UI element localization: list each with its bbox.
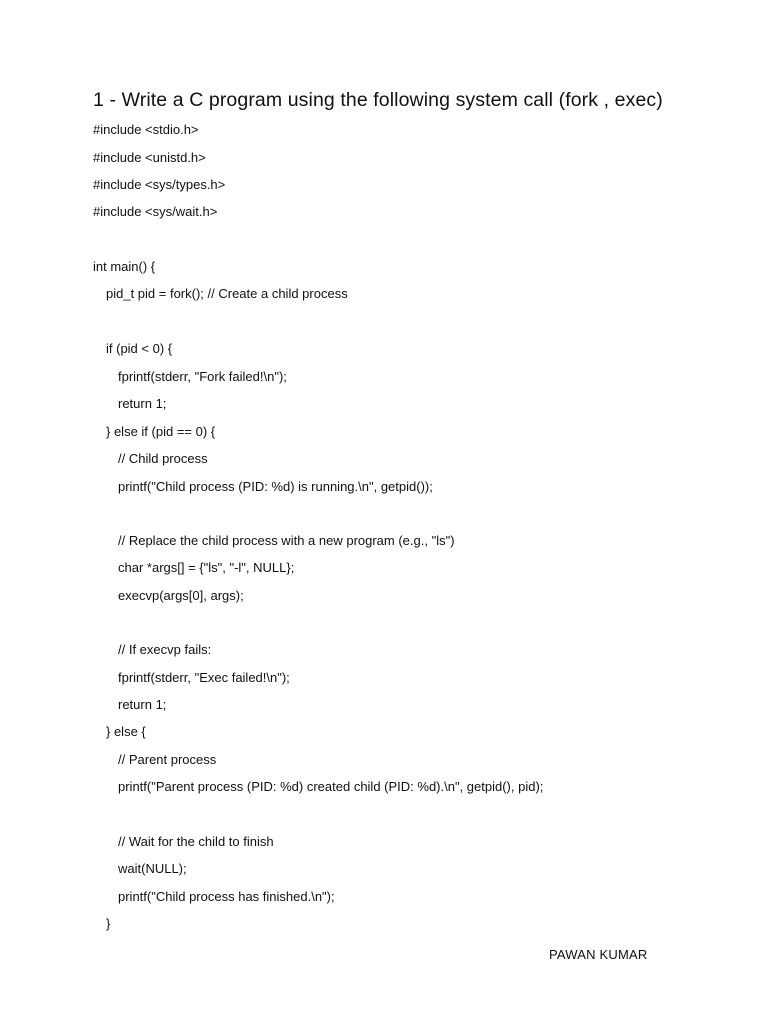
code-line: char *args[] = {"ls", "-l", NULL}; bbox=[118, 560, 295, 575]
code-line: // Parent process bbox=[118, 752, 217, 767]
page-title: 1 - Write a C program using the following system call (fork , exec) bbox=[93, 89, 663, 111]
code-line: // If execvp fails: bbox=[118, 642, 212, 657]
code-line: fprintf(stderr, "Exec failed!\n"); bbox=[118, 670, 290, 685]
code-line: #include <sys/wait.h> bbox=[93, 204, 218, 219]
code-line: } bbox=[106, 916, 111, 931]
code-line: return 1; bbox=[118, 396, 167, 411]
code-line: int main() { bbox=[93, 259, 156, 274]
code-line: #include <sys/types.h> bbox=[93, 177, 226, 192]
code-line: fprintf(stderr, "Fork failed!\n"); bbox=[118, 369, 287, 384]
code-line: pid_t pid = fork(); // Create a child process bbox=[106, 286, 348, 301]
code-line: wait(NULL); bbox=[118, 861, 187, 876]
code-line: if (pid < 0) { bbox=[106, 341, 173, 356]
code-line: printf("Child process has finished.\n"); bbox=[118, 889, 335, 904]
code-line: execvp(args[0], args); bbox=[118, 588, 244, 603]
author-name: PAWAN KUMAR bbox=[549, 947, 648, 962]
code-line: } else { bbox=[106, 724, 146, 739]
code-line: // Replace the child process with a new program (e.g., "ls") bbox=[118, 533, 455, 548]
code-line: } else if (pid == 0) { bbox=[106, 424, 216, 439]
code-line: // Child process bbox=[118, 451, 208, 466]
code-line: printf("Child process (PID: %d) is running.\n", getpid()); bbox=[118, 479, 433, 494]
code-line: // Wait for the child to finish bbox=[118, 834, 274, 849]
code-line: printf("Parent process (PID: %d) created child (PID: %d).\n", getpid(), pid); bbox=[118, 779, 544, 794]
code-line: #include <unistd.h> bbox=[93, 150, 206, 165]
code-line: return 1; bbox=[118, 697, 167, 712]
code-line: #include <stdio.h> bbox=[93, 122, 199, 137]
